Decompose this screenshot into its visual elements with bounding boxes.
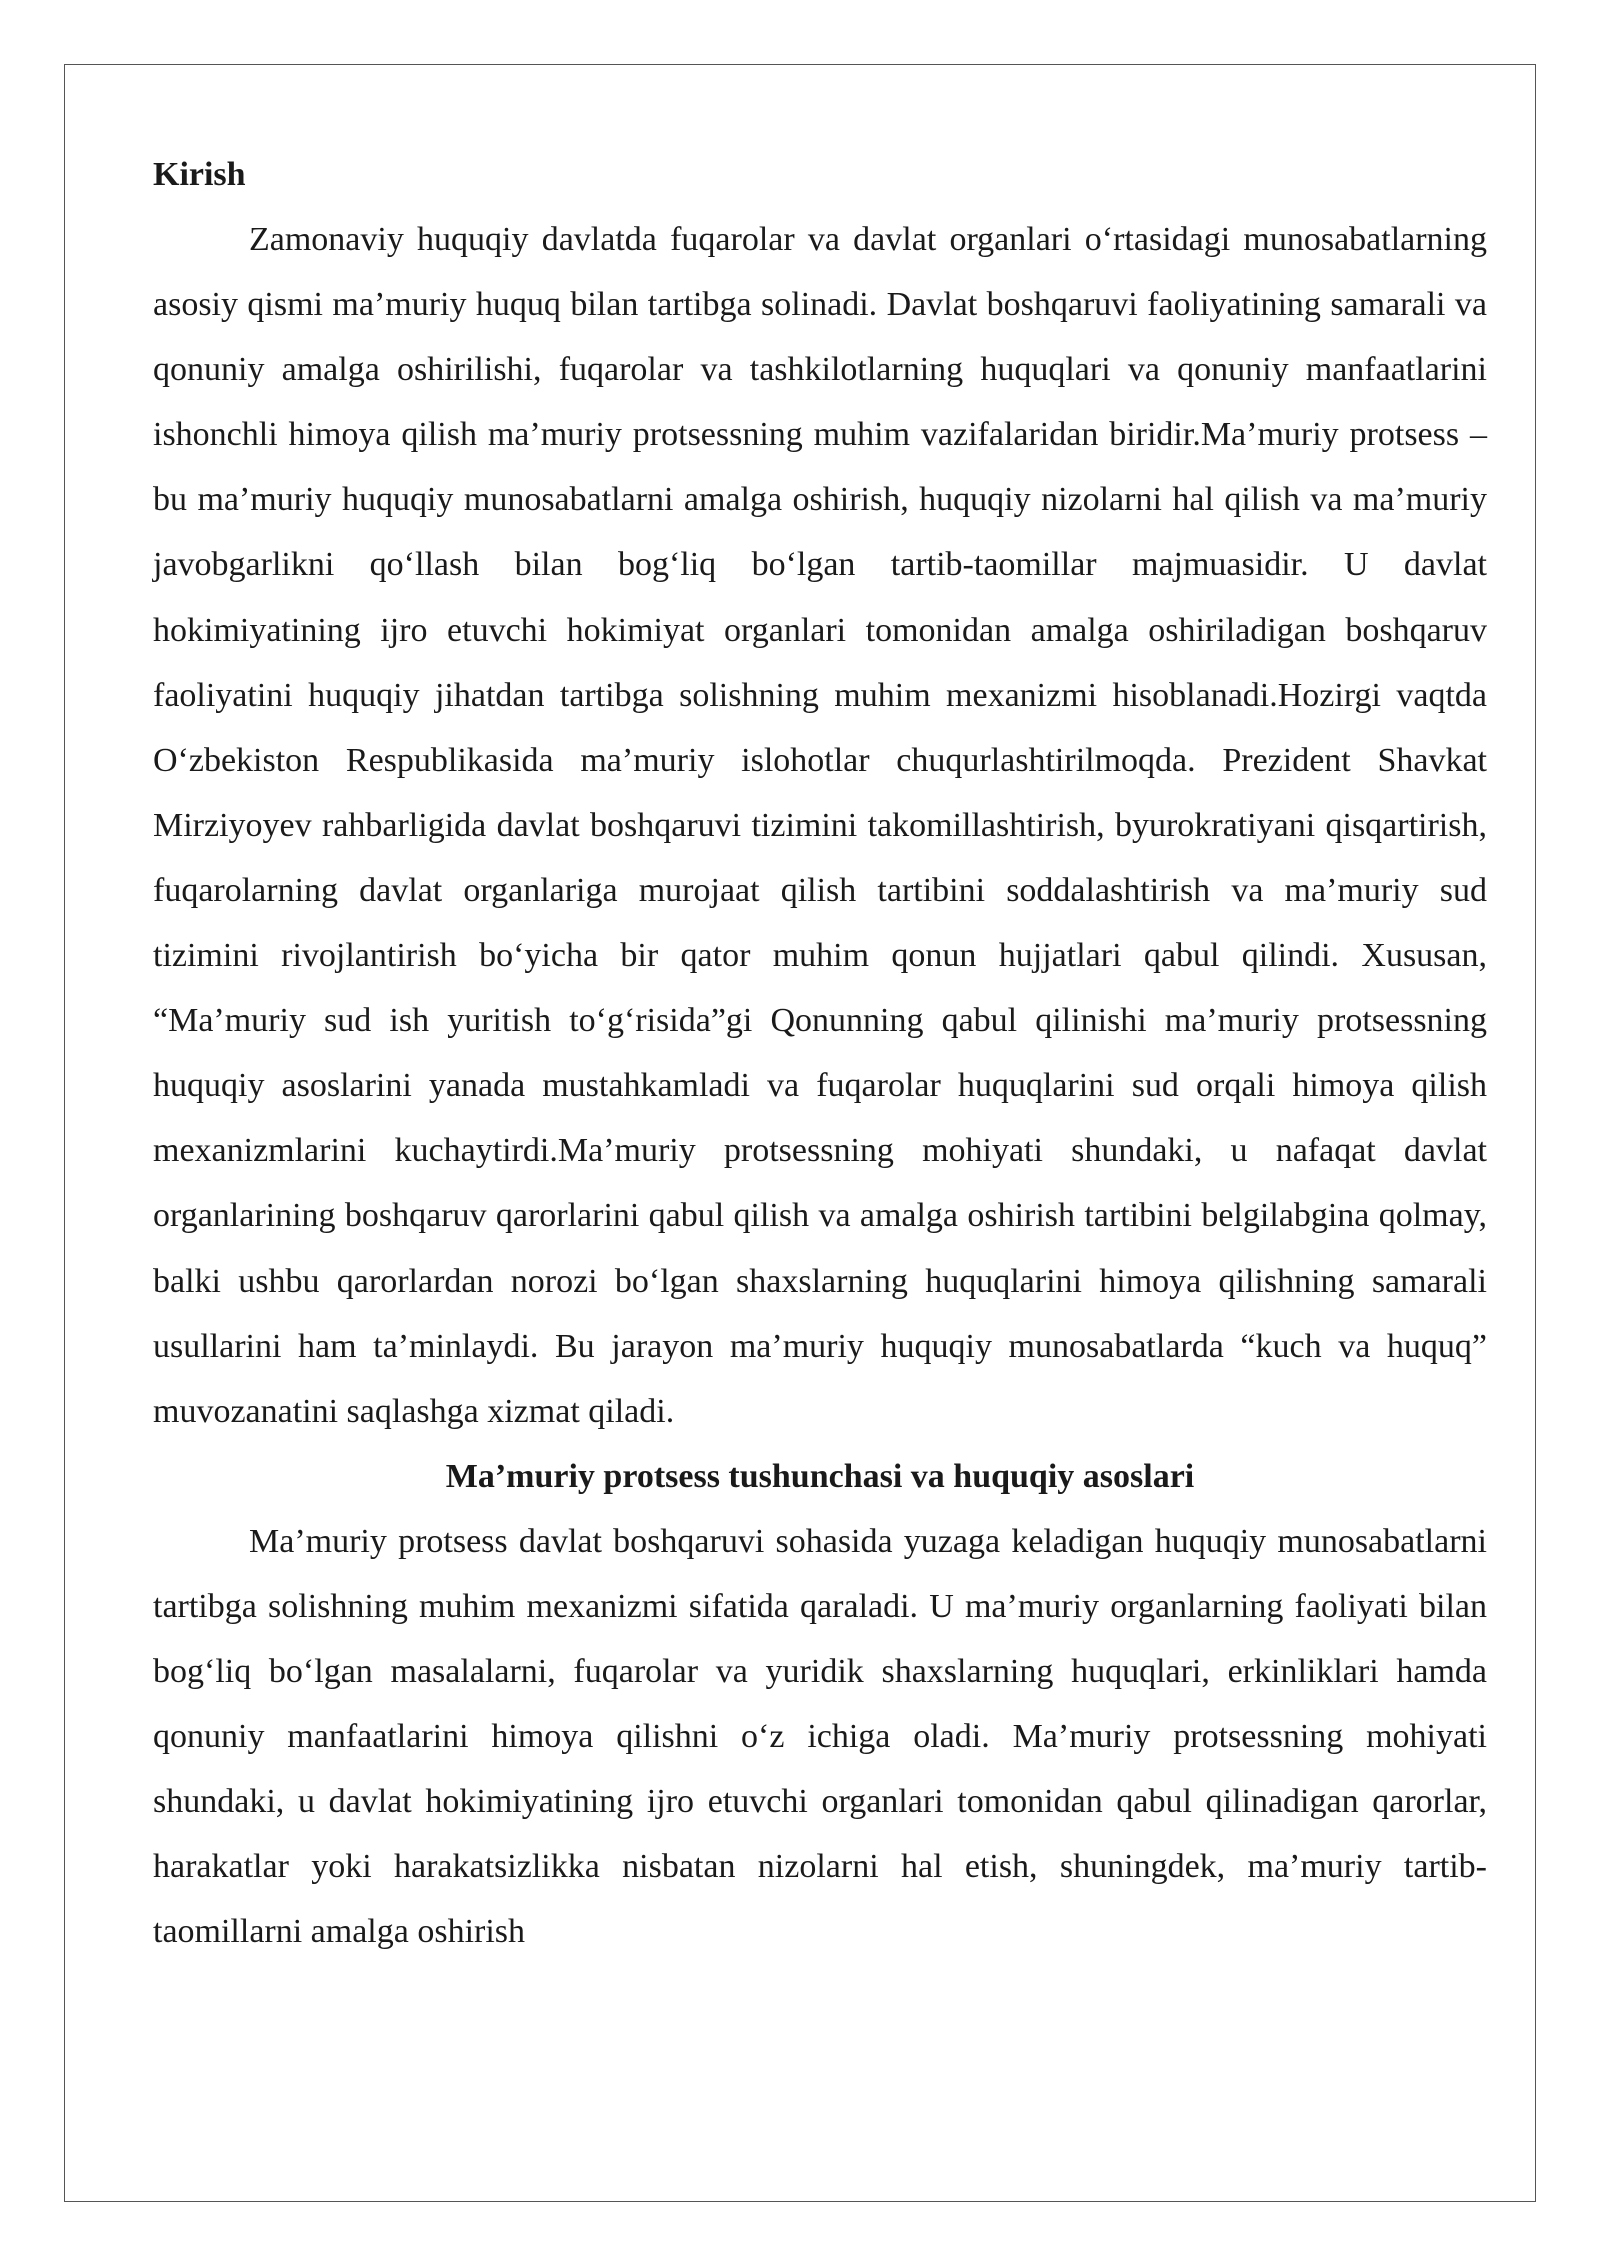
section-paragraph: Ma’muriy protsess davlat boshqaruvi sohasida yuzaga keladigan huquqiy munosabatlarni tartibga solishning muhim mexanizmi sifatida qaraladi. U ma’muriy organlarning faoliyati bilan bog‘liq bo‘lgan masalalarni, fuqarolar va yuridik shaxslarning huquqlari, erkinliklari hamda qonuniy manfaatlarini himoya qilishni o‘z ichiga oladi. Ma’muriy protsessning mohiyati shundaki, u davlat hokimiyatining ijro etuvchi organlari tomonidan qabul qilinadigan qarorlar, harakatlar yoki harakatsizlikka nisbatan nizolarni hal etish, shuningdek, ma’muriy tartib-taomillarni amalga oshirish: [153, 1522, 1487, 1951]
intro-heading: Kirish: [153, 156, 246, 193]
intro-paragraph: Zamonaviy huquqiy davlatda fuqarolar va davlat organlari o‘rtasidagi munosabatlarning asosiy qismi ma’muriy huquq bilan tartibga solinadi. Davlat boshqaruvi faoliyatining samarali va qonuniy amalga oshirilishi, fuqarolar va tashkilotlarning huquqlari va qonuniy manfaatlarini ishonchli himoya qilish ma’muriy protsessning muhim vazifalaridan biridir.Ma’muriy protsess – bu ma’muriy huquqiy munosabatlarni amalga oshirish, huquqiy nizolarni hal qilish va ma’muriy javobgarlikni qo‘llash bilan bog‘liq bo‘lgan tartib-taomillar majmuasidir. U davlat hokimiyatining ijro etuvchi hokimiyat organlari tomonidan amalga oshiriladigan boshqaruv faoliyatini huquqiy jihatdan tartibga solishning muhim mexanizmi hisoblanadi.Hozirgi vaqtda O‘zbekiston Respublikasida ma’muriy islohotlar chuqurlashtirilmoqda. Prezident Shavkat Mirziyoyev rahbarligida davlat boshqaruvi tizimini takomillashtirish, byurokratiyani qisqartirish, fuqarolarning davlat organlariga murojaat qilish tartibini soddalashtirish va ma’muriy sud tizimini rivojlantirish bo‘yicha bir qator muhim qonun hujjatlari qabul qilindi. Xususan, “Ma’muriy sud ish yuritish to‘g‘risida”gi Qonunning qabul qilinishi ma’muriy protsessning huquqiy asoslarini yanada mustahkamladi va fuqarolar huquqlarini sud orqali himoya qilish mexanizmlarini kuchaytirdi.Ma’muriy protsessning mohiyati shundaki, u nafaqat davlat organlarining boshqaruv qarorlarini qabul qilish va amalga oshirish tartibini belgilabgina qolmay, balki ushbu qarorlardan norozi bo‘lgan shaxslarning huquqlarini himoya qilishning samarali usullarini ham ta’minlaydi. Bu jarayon ma’muriy huquqiy munosabatlarda “kuch va huquq” muvozanatini saqlashga xizmat qiladi.: [153, 221, 1487, 1430]
document-body: [153, 142, 1487, 1964]
section-heading: Ma’muriy protsess tushunchasi va huquqiy asoslari: [445, 1457, 1195, 1495]
